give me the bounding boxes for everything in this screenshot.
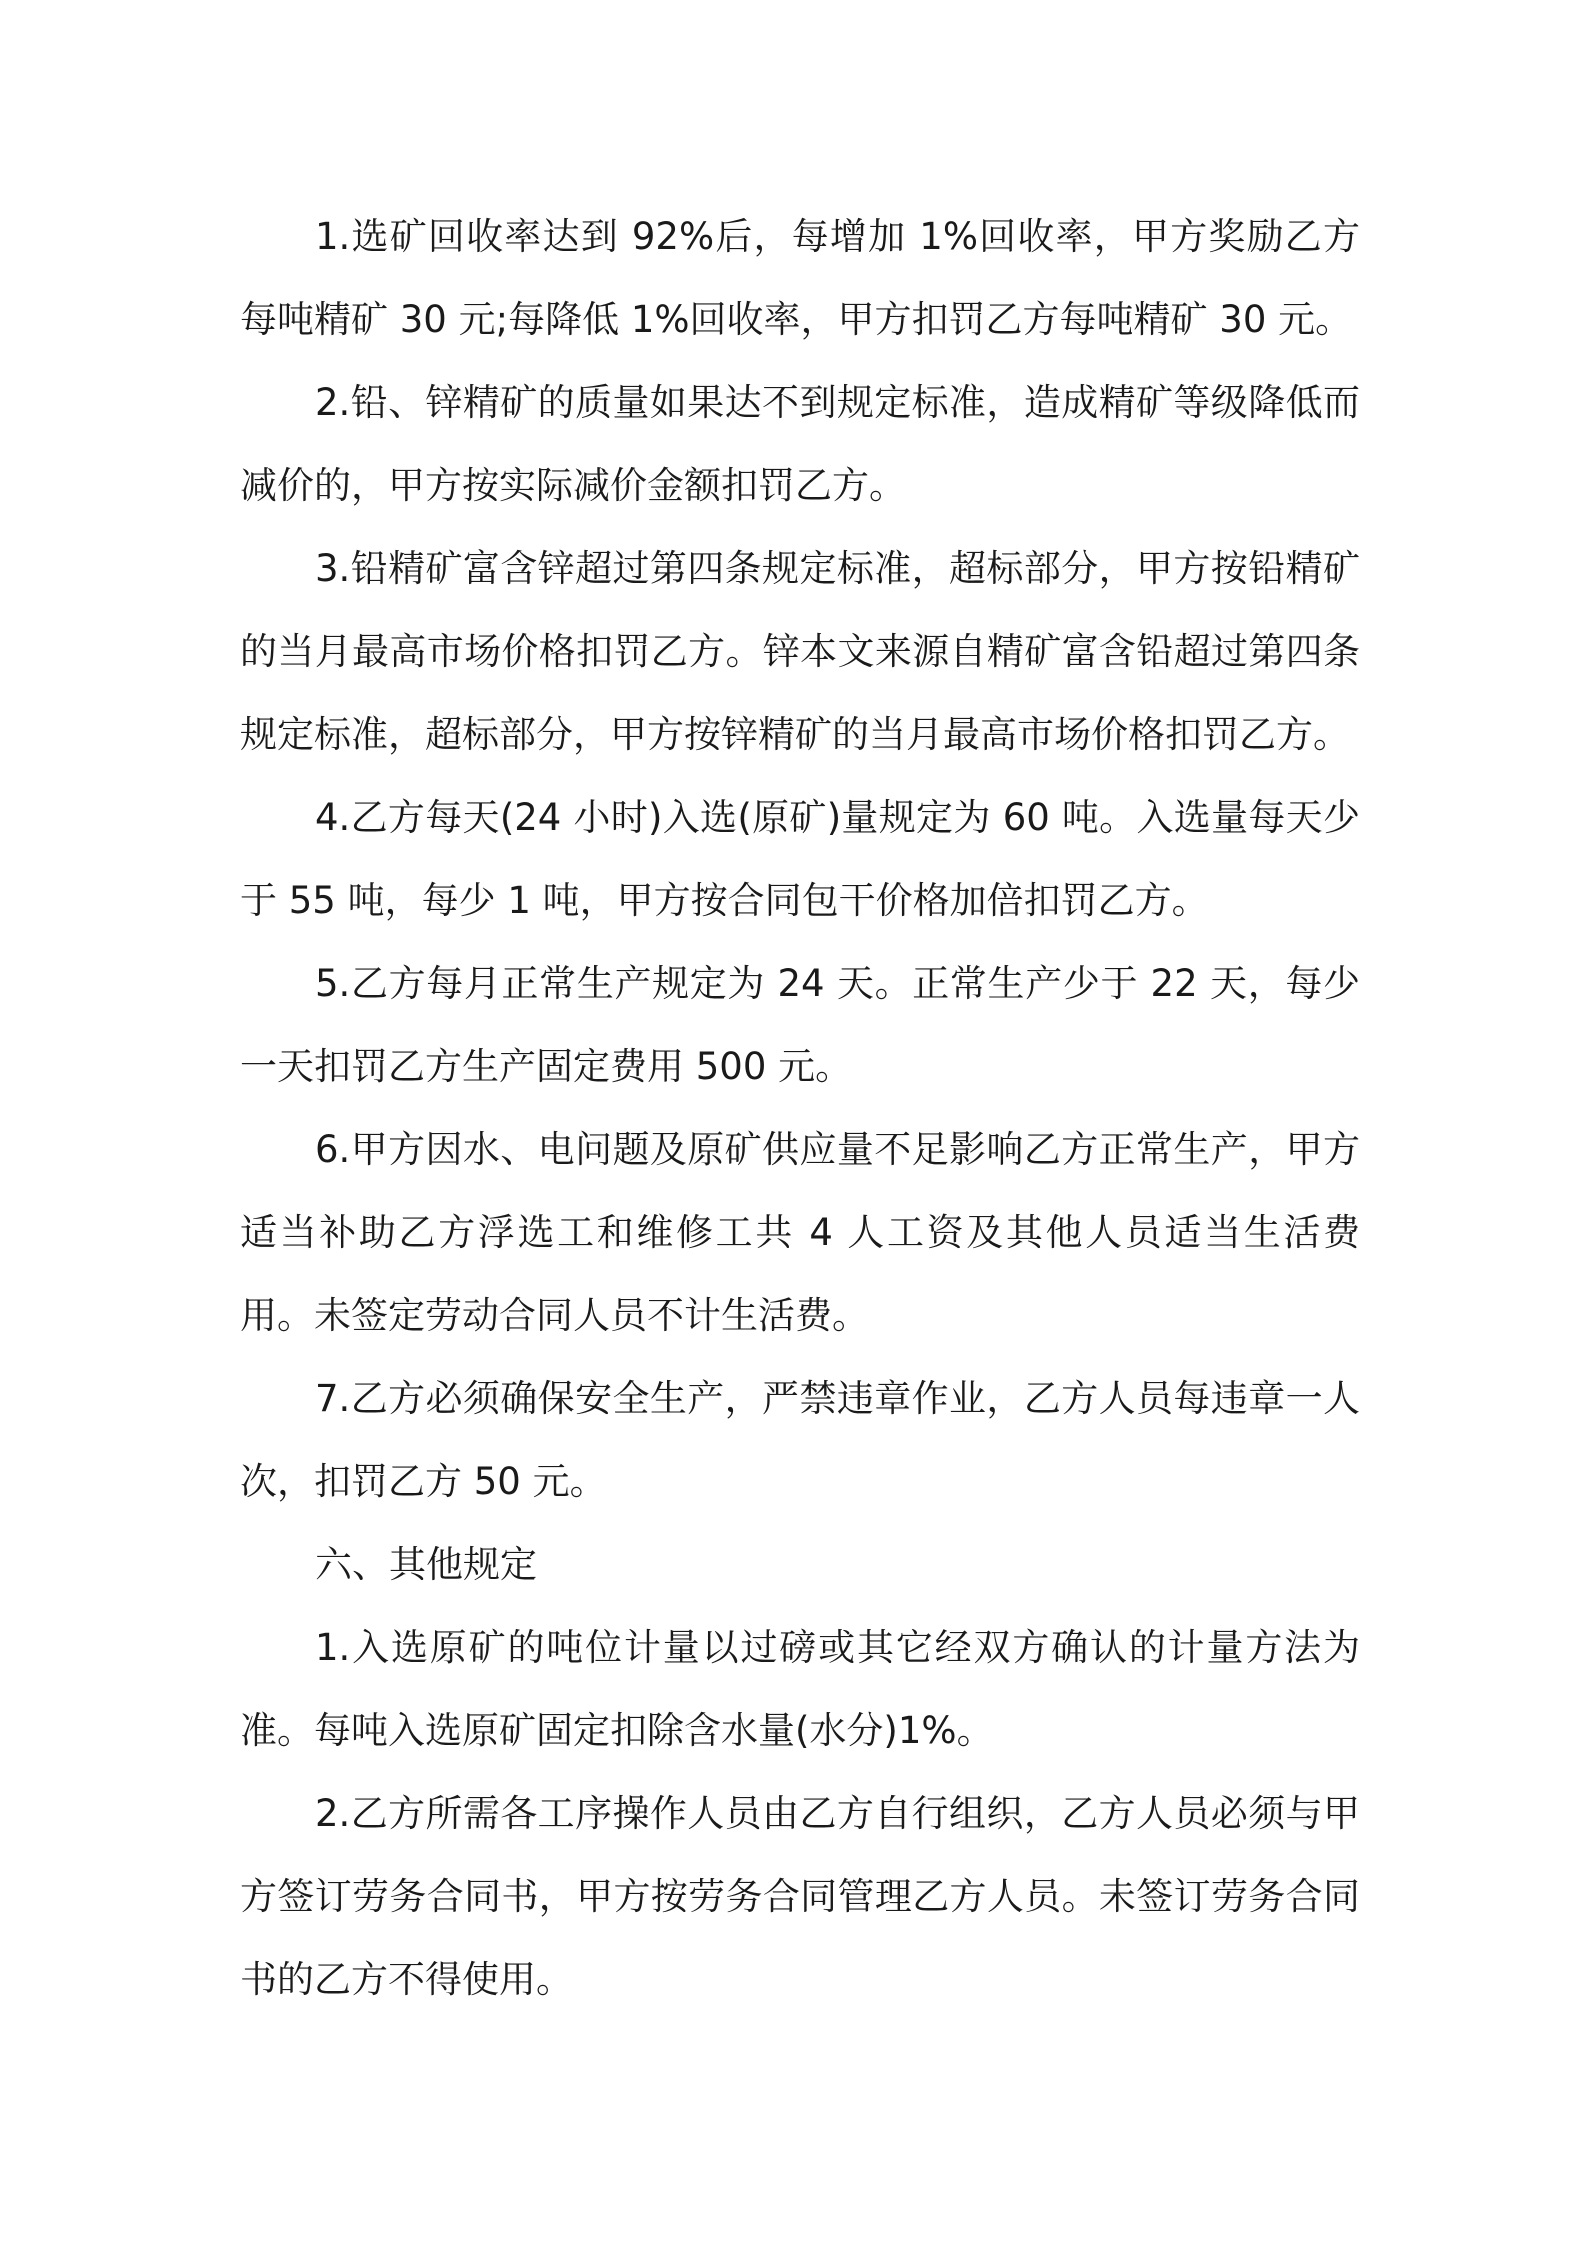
paragraph-tonnage-measurement: 1.入选原矿的吨位计量以过磅或其它经双方确认的计量方法为准。每吨入选原矿固定扣除含水量(水分)1%。 [240,1626,1360,1752]
section-heading-other-provisions: 六、其他规定 [315,1543,537,1586]
paragraph-daily-throughput: 4.乙方每天(24 小时)入选(原矿)量规定为 60 吨。入选量每天少于 55 吨，每少 1 吨，甲方按合同包干价格加倍扣罚乙方。 [240,796,1360,922]
paragraph-staffing: 2.乙方所需各工序操作人员由乙方自行组织，乙方人员必须与甲方签订劳务合同书，甲方按劳务合同管理乙方人员。未签订劳务合同书的乙方不得使用。 [240,1792,1360,2001]
paragraph-subsidy: 6.甲方因水、电问题及原矿供应量不足影响乙方正常生产，甲方适当补助乙方浮选工和维修工共 4 人工资及其他人员适当生活费用。未签定劳动合同人员不计生活费。 [240,1128,1360,1337]
paragraph-concentrate-quality: 2.铅、锌精矿的质量如果达不到规定标准，造成精矿等级降低而减价的，甲方按实际减价金额扣罚乙方。 [240,381,1360,507]
document-body [240,195,1360,2021]
paragraph-monthly-production: 5.乙方每月正常生产规定为 24 天。正常生产少于 22 天，每少一天扣罚乙方生产固定费用 500 元。 [240,962,1360,1088]
paragraph-impurity-penalty: 3.铅精矿富含锌超过第四条规定标准，超标部分，甲方按铅精矿的当月最高市场价格扣罚乙方。锌本文来源自精矿富含铅超过第四条规定标准，超标部分，甲方按锌精矿的当月最高市场价格扣罚乙方。 [240,547,1360,756]
paragraph-recovery-rate: 1.选矿回收率达到 92%后，每增加 1%回收率，甲方奖励乙方每吨精矿 30 元;每降低 1%回收率，甲方扣罚乙方每吨精矿 30 元。 [240,215,1360,341]
paragraph-safety: 7.乙方必须确保安全生产，严禁违章作业，乙方人员每违章一人次，扣罚乙方 50 元。 [240,1377,1360,1503]
